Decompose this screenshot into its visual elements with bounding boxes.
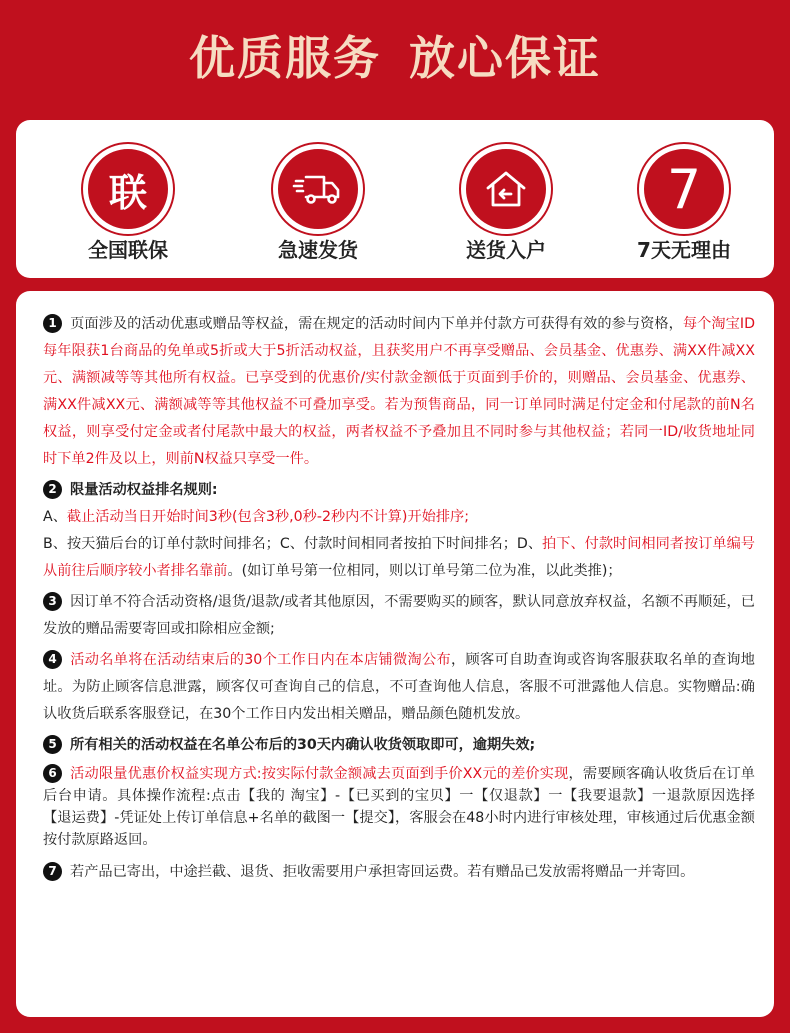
- feature-label: 7天无理由: [637, 238, 731, 262]
- term-item-2: 2 限量活动权益排名规则: A、截止活动当日开始时间3秒(包含3秒,0秒-2秒内不计算)开始排序; B、按天猫后台的订单付款时间排名；C、付款时间相同者按拍下时间排名；D、拍下、付款时间相同者按订单编号从前往后顺序较小者排名靠前。(如订单号第一位相同，则以订单号第二位为准，以此类推)；: [43, 482, 755, 579]
- feature-label: 送货入户: [466, 238, 546, 262]
- feature-seven-days-return: [594, 120, 774, 278]
- title-right: 放心保证: [409, 31, 601, 85]
- feature-label: 全国联保: [88, 238, 168, 262]
- term-item-5: 5 所有相关的活动权益在名单公布后的30天内确认收货领取即可，逾期失效;: [43, 732, 755, 759]
- number-4-icon: 4: [43, 650, 62, 669]
- service-features-card: [16, 120, 774, 278]
- feature-fast-shipping: [228, 120, 408, 278]
- number-7-icon: 7: [43, 862, 62, 881]
- number-5-icon: 5: [43, 735, 62, 754]
- number-6-icon: 6: [43, 764, 62, 783]
- lian-character-icon: 联: [83, 144, 173, 234]
- number-1-icon: 1: [43, 314, 62, 333]
- number-3-icon: 3: [43, 592, 62, 611]
- feature-home-delivery: [416, 120, 596, 278]
- term-item-1: 1 页面涉及的活动优惠或赠品等权益，需在规定的活动时间内下单并付款方可获得有效的参与资格，每个淘宝ID每年限获1台商品的免单或5折或大于5折活动权益，且获奖用户不再享受赠品、会员基金、优惠券、满XX件减XX元、满额减等等其他所有权益。已享受到的优惠价/实付款金额低于页面到手价的，则赠品、会员基金、优惠券、满XX件减XX元、满额减等等其他权益不可叠加享受。若为预售商品，同一订单同时满足付定金和付尾款的前N名权益，则享受付定金或者付尾款中最大的权益，两者权益不予叠加且不同时参与其他权益；若同一ID/收货地址同时下单2件及以上，则前N权益只享受一件。: [43, 316, 755, 467]
- feature-nationwide-warranty: [38, 120, 218, 278]
- term-item-6: 6 活动限量优惠价权益实现方式:按实际付款金额减去页面到手价XX元的差价实现，需要顾客确认收货后在订单后台申请。具体操作流程:点击【我的 淘宝】-【已买到的宝贝】一【仅退款】一【我要退款】一退款原因选择 【退运费】-凭证处上传订单信息+名单的截图一【提交】，客服会在48小时内进行审核处理，审核通过后优惠金额按付款原路返回。: [43, 766, 755, 848]
- page-title: [0, 22, 790, 88]
- terms-list: [43, 311, 755, 887]
- term-item-4: 4 活动名单将在活动结束后的30个工作日内在本店铺微淘公布，顾客可自助查询或咨询客服获取名单的查询地址。为防止顾客信息泄露，顾客仅可查询自己的信息，不可查询他人信息，客服不可泄露他人信息。实物赠品:确认收货后联系客服登记，在30个工作日内发出相关赠品，赠品颜色随机发放。: [43, 652, 755, 722]
- delivery-truck-icon: [273, 144, 363, 234]
- title-left: 优质服务: [189, 31, 381, 85]
- number-2-icon: 2: [43, 480, 62, 499]
- term-item-3: 3 因订单不符合活动资格/退货/退款/或者其他原因，不需要购买的顾客，默认同意放弃权益，名额不再顺延，已发放的赠品需要寄回或扣除相应金额;: [43, 594, 755, 637]
- term-item-7: 7 若产品已寄出，中途拦截、退货、拒收需要用户承担寄回运费。若有赠品已发放需将赠品一并寄回。: [43, 861, 755, 883]
- seven-days-icon: 7: [639, 144, 729, 234]
- feature-label: 急速发货: [278, 238, 358, 262]
- terms-card: [16, 291, 774, 1017]
- house-return-icon: [461, 144, 551, 234]
